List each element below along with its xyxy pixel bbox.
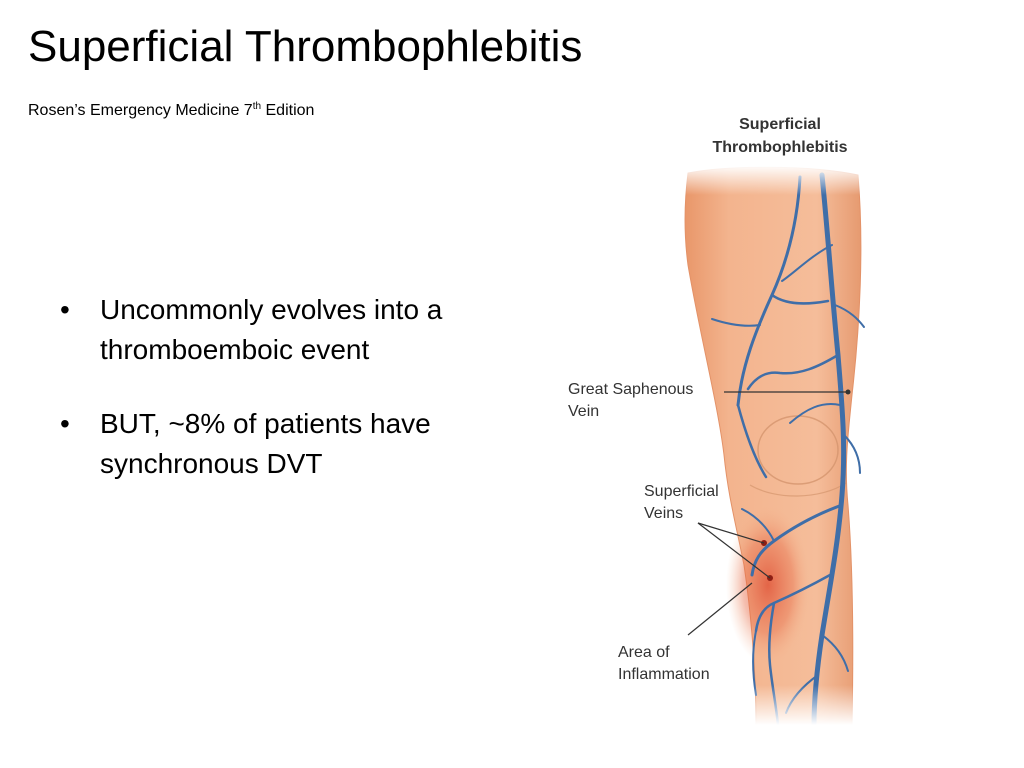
bullet-text: BUT, ~8% of patients have synchronous DVT	[100, 408, 431, 479]
bullet-icon: •	[60, 408, 70, 439]
bullet-item	[60, 404, 530, 484]
inflammation-area	[726, 505, 810, 665]
bullet-text: Uncommonly evolves into a thromboemboic event	[100, 294, 443, 365]
bullet-item	[60, 290, 530, 370]
bottom-fade	[660, 685, 880, 725]
pointer-dot	[846, 390, 851, 395]
label-inflammation-line2: Inflammation	[618, 666, 710, 683]
leg-illustration-svg	[560, 105, 890, 725]
label-inflammation-line1: Area of	[618, 644, 670, 661]
bullet-list	[60, 290, 530, 518]
source-superscript: th	[252, 101, 262, 112]
label-superficial-veins-line1: Superficial	[644, 483, 719, 500]
slide-title: Superficial Thrombophlebitis	[28, 22, 583, 71]
label-great-saphenous-line2: Vein	[568, 403, 600, 420]
leg-illustration	[560, 105, 890, 725]
label-great-saphenous-line1: Great Saphenous	[568, 381, 694, 398]
bullet-icon: •	[60, 294, 70, 325]
label-superficial-veins-line2: Veins	[644, 505, 684, 522]
source-suffix: Edition	[261, 102, 315, 119]
source-citation	[28, 100, 314, 122]
source-prefix: Rosen’s Emergency Medicine 7	[28, 102, 253, 119]
top-fade	[660, 165, 880, 195]
figure-heading-line2: Thrombophlebitis	[712, 139, 848, 156]
figure-heading-line1: Superficial	[739, 116, 821, 133]
